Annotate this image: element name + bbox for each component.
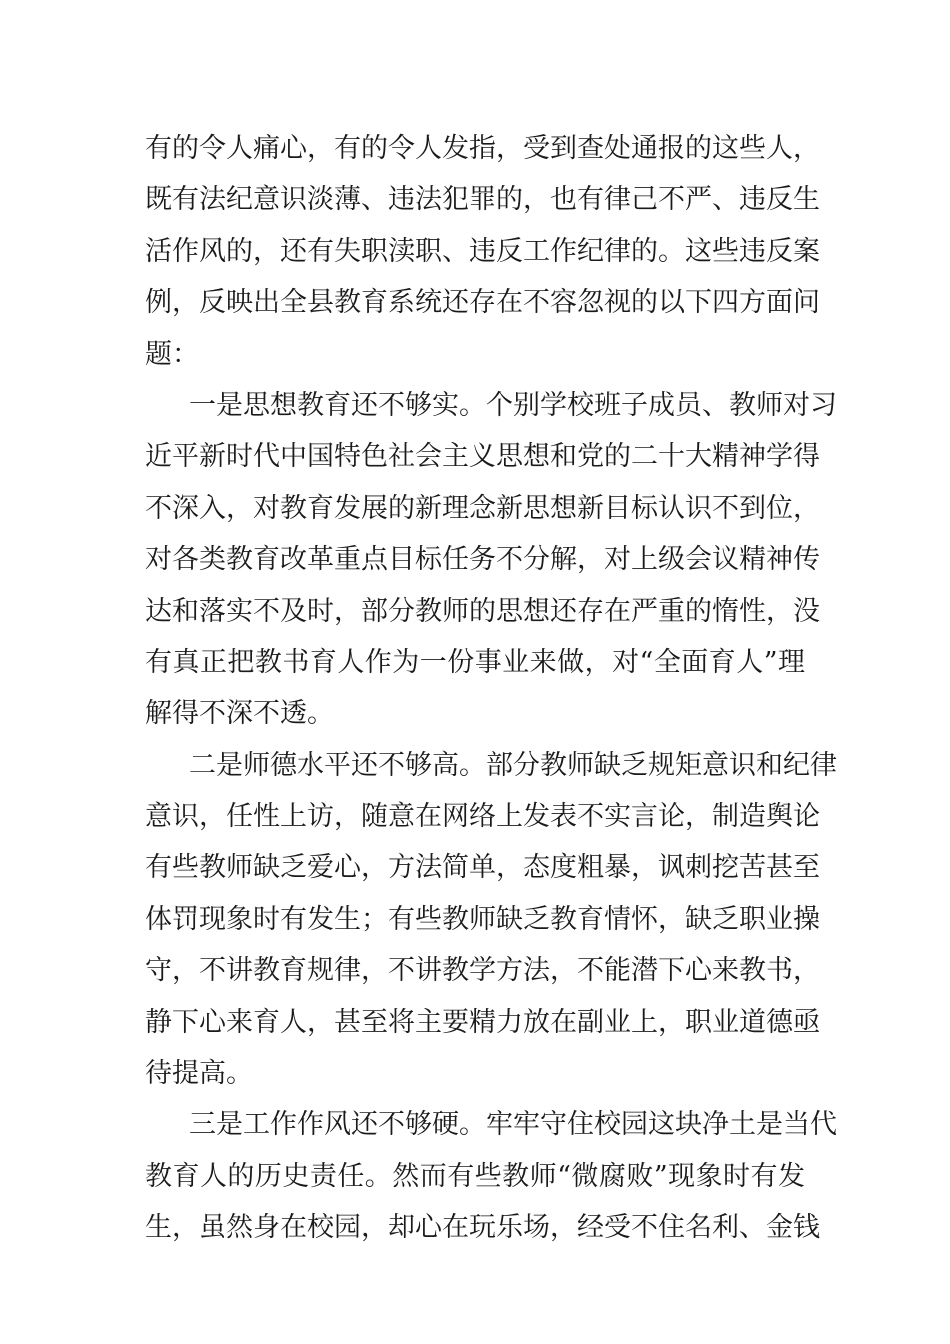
text-line: 教育人的历史责任。然而有些教师“微腐败”现象时有发 — [145, 1160, 805, 1192]
text-line: 例，反映出全县教育系统还存在不容忽视的以下四方面问 — [145, 287, 820, 319]
text-line: 二是师德水平还不够高。部分教师缺乏规矩意识和纪律 — [189, 749, 837, 781]
text-line: 达和落实不及时，部分教师的思想还存在严重的惰性，没 — [145, 595, 820, 627]
paragraph — [145, 123, 820, 380]
text-line: 一是思想教育还不够实。个别学校班子成员、教师对习 — [189, 389, 837, 421]
text-line: 意识，任性上访，随意在网络上发表不实言论，制造舆论 — [145, 801, 820, 833]
text-line: 对各类教育改革重点目标任务不分解，对上级会议精神传 — [145, 544, 820, 576]
text-line: 静下心来育人，甚至将主要精力放在副业上，职业道德亟 — [145, 1006, 820, 1038]
text-line: 有些教师缺乏爱心，方法简单，态度粗暴，讽刺挖苦甚至 — [145, 852, 820, 884]
text-line: 体罚现象时有发生；有些教师缺乏教育情怀，缺乏职业操 — [145, 903, 820, 935]
text-line: 有真正把教书育人作为一份事业来做，对“全面育人”理 — [145, 646, 805, 678]
text-line: 近平新时代中国特色社会主义思想和党的二十大精神学得 — [145, 441, 820, 473]
text-line: 生，虽然身在校园，却心在玩乐场，经受不住名利、金钱 — [145, 1212, 820, 1244]
paragraph — [145, 740, 837, 1100]
text-line: 守，不讲教育规律，不讲教学方法，不能潜下心来教书， — [145, 955, 820, 987]
text-line: 三是工作作风还不够硬。牢牢守住校园这块净土是当代 — [189, 1109, 837, 1141]
text-line: 题： — [145, 338, 199, 370]
document-body — [145, 123, 837, 1254]
text-line: 待提高。 — [145, 1058, 253, 1090]
paragraph — [145, 380, 837, 740]
text-line: 不深入，对教育发展的新理念新思想新目标认识不到位， — [145, 492, 820, 524]
text-line: 既有法纪意识淡薄、违法犯罪的，也有律己不严、违反生 — [145, 184, 820, 216]
paragraph — [145, 1099, 837, 1253]
text-line: 有的令人痛心，有的令人发指，受到查处通报的这些人， — [145, 133, 820, 164]
text-line: 解得不深不透。 — [145, 698, 334, 730]
text-line: 活作风的，还有失职渎职、违反工作纪律的。这些违反案 — [145, 235, 820, 267]
